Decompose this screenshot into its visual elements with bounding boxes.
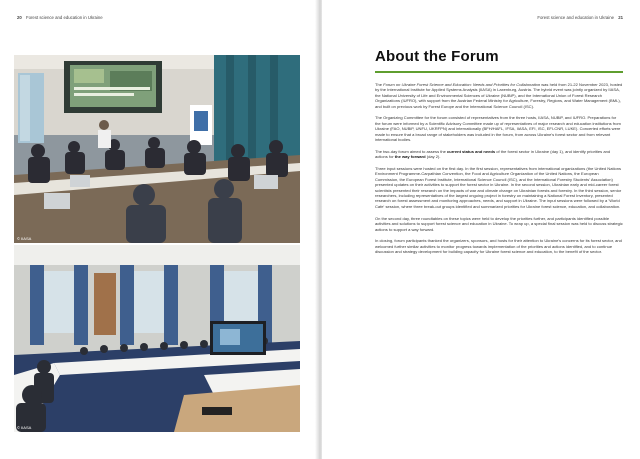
right-page-number: 21 (618, 15, 623, 20)
page-title: About the Forum (375, 48, 499, 65)
left-running-header (14, 15, 103, 20)
right-running-title: Forest science and education in Ukraine (537, 15, 615, 20)
paragraph-4: Three input sessions were hosted on the first day. In the first session, representatives from international organizations (the United Nations Environment Programme-Carpathian Convention, the Food and Agriculture Organization of the United Nations, the European Commission, the European Forest Institute, International Science Council (ISC), and the International Forestry Students' Association) presented updates on their activities to support the forest sector in Ukraine. In the second session, Ukrainian early and mid-career forest scientists presented their research on the impacts of war and climate change on Ukrainian forests and forestry. In the third session, senior researchers, including representatives of the largest ongoing project in forestry on maintaining a National Forest Inventory, presented research on forest assessment and monitoring approaches, needs, and support in Ukraine. The input sessions were followed by a 'World Cafe' session, where three break-out groups identified and summarized priorities for Ukraine forest science, education, and collaboration. (375, 166, 622, 209)
title-underline (375, 71, 623, 73)
body-text (375, 82, 623, 261)
photo-credit-bottom: © IIASA (17, 425, 32, 430)
paragraph-2: The Organizing Committee for the forum consisted of representatives from the three hosts, IIASA, NUBiP, and IUFRO. Preparations for the forum were informed by a Scientific Advisory Committee made up of representatives of major research and education institutions from Ukraine (FAO, NUBiP, UNFU, UKRFPN) and internationally (BFH/HAFL, IFSA, IIASA, EFI, ISC, EFI-CNR, LUKE). Concerted efforts were made to ensure that a broad range of stakeholders was included in the forum, from across Ukraine's forest sector and from relevant international bodies. (375, 115, 621, 143)
conference-photo-top (14, 55, 300, 243)
left-page-number: 20 (17, 15, 22, 20)
paragraph-1: The Forum on Ukraine Forest Science and Education: Needs and Priorities for Collaboration was held from 21-22 November 2023, hosted by the International Institute for Applied Systems Analysis (IIASA) in Laxenburg, Austria. The hybrid event was jointly organized by IIASA, the National University of Life and Environmental Sciences of Ukraine (NUBiP), and the International Union of Forest Research Organizations (IUFRO), with support from the Austrian Federal Ministry for Agriculture, Forestry, Regions, and Water Management (BML), and built on previous work by Forest Europe and the International Science Council (ISC). (375, 82, 623, 109)
right-running-header (537, 15, 626, 20)
paragraph-6: In closing, forum participants thanked the organizers, sponsors, and hosts for their attention to Ukraine's concerns for its forest sector, and welcomed further similar activities to monitor progress towards implementation of the priorities and actions identified, and to continue discussion and strategy development for building capacity for Ukraine forest science and education, to the benefit of the sector. (375, 238, 622, 255)
emphasis-current-status: current status and needs (446, 148, 496, 154)
paragraph-3: The two-day forum aimed to assess the current status and needs of the forest sector in Ukraine (day 1), and identify priorities and actions for the way forward (day 2). (375, 148, 611, 160)
forum-title: Forum on Ukraine Forest Science and Education: Needs and Priorities for Collaboration (383, 82, 541, 87)
left-page (0, 0, 318, 459)
emphasis-way-forward: the way forward (394, 154, 426, 160)
paragraph-5: On the second day, three roundtables on these topics were held to develop the priorities further, and participants identified possible activities and solutions to support forest science and education in Ukraine. To wrap up, a special final session was held to discuss strategic actions to support a way forward. (375, 215, 623, 232)
photo-credit-top: © IIASA (17, 236, 32, 241)
conference-photo-bottom (14, 245, 300, 432)
left-running-title: Forest science and education in Ukraine (25, 15, 103, 20)
